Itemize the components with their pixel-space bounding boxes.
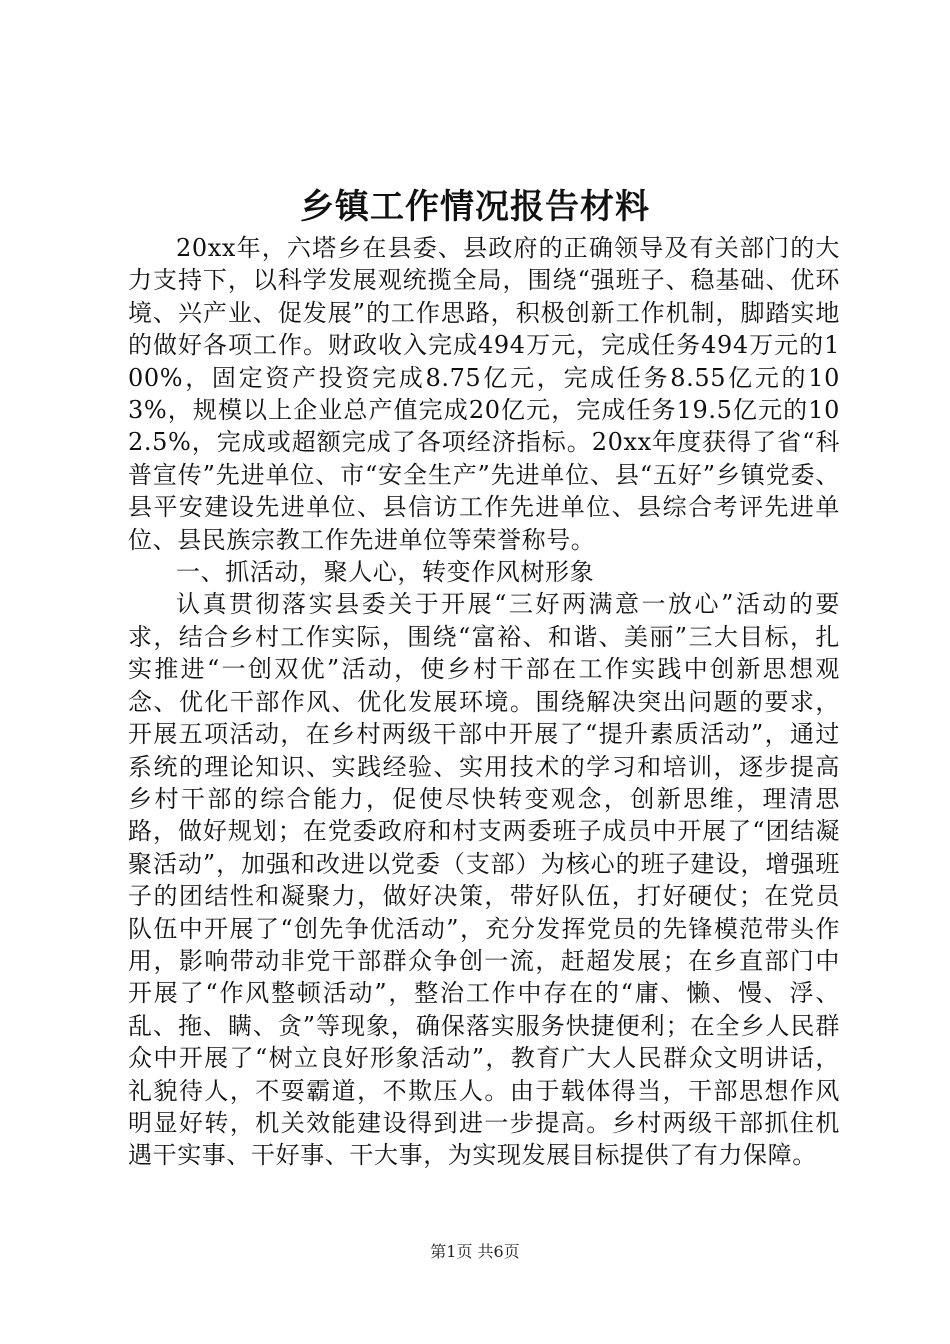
document-title: 乡镇工作情况报告材料 <box>300 187 650 227</box>
document-body <box>128 232 840 1172</box>
intro-paragraph: 20xx年，六塔乡在县委、县政府的正确领导及有关部门的大力支持下，以科学发展观统揽全局，围绕“强班子、稳基础、优环境、兴产业、促发展”的工作思路，积极创新工作机制，脚踏实地的做好各项工作。财政收入完成494万元，完成任务494万元的100%，固定资产投资完成8.75亿元，完成任务8.55亿元的103%，规模以上企业总产值完成20亿元，完成任务19.5亿元的102.5%，完成或超额完成了各项经济指标。20xx年度获得了省“科普宣传”先进单位、市“安全生产”先进单位、县“五好”乡镇党委、县平安建设先进单位、县信访工作先进单位、县综合考评先进单位、县民族宗教工作先进单位等荣誉称号。 <box>128 234 840 554</box>
section-heading-1: 一、抓活动，聚人心，转变作风树形象 <box>176 558 595 587</box>
page-number: 第1页 共6页 <box>430 1242 520 1261</box>
section-paragraph-1: 认真贯彻落实县委关于开展“三好两满意一放心”活动的要求，结合乡村工作实际，围绕“富裕、和谐、美丽”三大目标，扎实推进“一创双优”活动，使乡村干部在工作实践中创新思想观念、优化干部作风、优化发展环境。围绕解决突出问题的要求，开展五项活动，在乡村两级干部中开展了“提升素质活动”，通过系统的理论知识、实践经验、实用技术的学习和培训，逐步提高乡村干部的综合能力，促使尽快转变观念，创新思维，理清思路，做好规划；在党委政府和村支两委班子成员中开展了“团结凝聚活动”，加强和改进以党委（支部）为核心的班子建设，增强班子的团结性和凝聚力，做好决策，带好队伍，打好硬仗；在党员队伍中开展了“创先争优活动”，充分发挥党员的先锋模范带头作用，影响带动非党干部群众争创一流，赶超发展；在乡直部门中开展了“作风整顿活动”，整治工作中存在的“庸、懒、慢、浮、乱、拖、瞒、贪”等现象，确保落实服务快捷便利；在全乡人民群众中开展了“树立良好形象活动”，教育广大人民群众文明讲话，礼貌待人，不耍霸道，不欺压人。由于载体得当，干部思想作风明显好转，机关效能建设得到进一步提高。乡村两级干部抓住机遇干实事、干好事、干大事，为实现发展目标提供了有力保障。 <box>128 590 840 1170</box>
